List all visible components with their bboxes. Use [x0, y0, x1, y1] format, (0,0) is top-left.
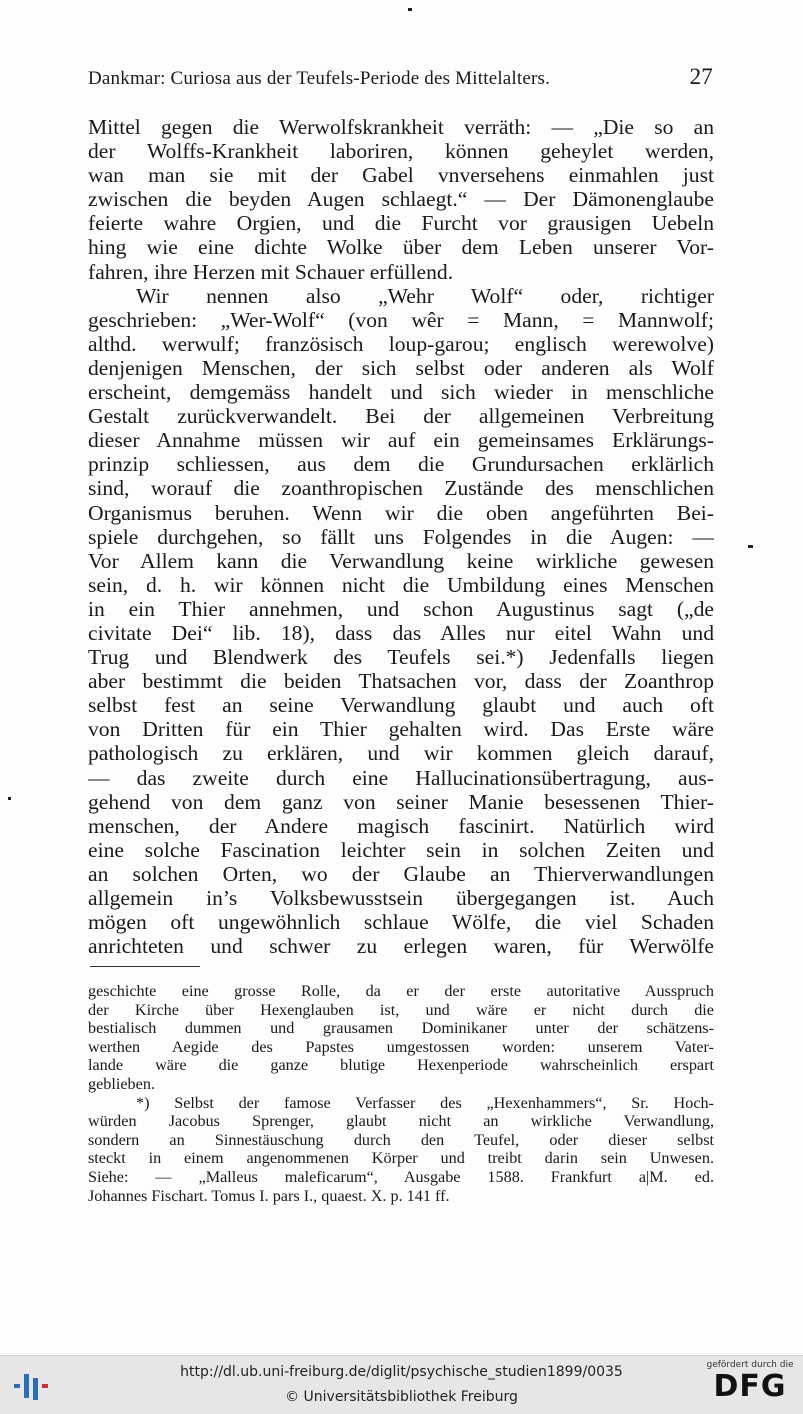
text-line: Trug und Blendwerk des Teufels sei.*) Jedenfalls liegen — [88, 645, 714, 670]
text-line: Organismus beruhen. Wenn wir die oben angeführten Bei- — [88, 500, 714, 525]
running-title: Dankmar: Curiosa aus der Teufels-Periode des Mittelalters. — [88, 68, 551, 89]
text-line: an solchen Orten, wo der Glaube an Thierverwandlungen — [88, 861, 714, 886]
dfg-wordmark: DFG — [713, 1369, 787, 1404]
footnote-line: würden Jacobus Sprenger, glaubt nicht an wirkliche Verwandlung, — [88, 1112, 714, 1131]
footnote-divider — [90, 966, 200, 967]
text-line: prinzip schliessen, aus dem die Grundursachen erklärlich — [88, 452, 714, 477]
text-line: spiele durchgehen, so fällt uns Folgendes in die Augen: — — [88, 524, 714, 549]
text-line: pathologisch zu erklären, und wir kommen gleich darauf, — [88, 741, 714, 766]
text-line: Wir nennen also „Wehr Wolf“ oder, richtiger — [136, 283, 714, 308]
text-line: in ein Thier annehmen, und schon Augustinus sagt („de — [88, 596, 714, 621]
footnote-line: lande wäre die ganze blutige Hexenperiode wahrscheinlich erspart — [88, 1056, 714, 1075]
scan-speck — [408, 8, 412, 11]
text-line: hing wie eine dichte Wolke über dem Leben unserer Vor- — [88, 235, 714, 260]
footnote-line: *) Selbst der famose Verfasser des „Hexenhammers“, Sr. Hoch- — [136, 1093, 714, 1112]
text-line: fahren, ihre Herzen mit Schauer erfüllend. — [88, 259, 454, 284]
text-line: selbst fest an seine Verwandlung glaubt und auch oft — [88, 693, 714, 718]
main-text — [88, 115, 714, 958]
text-line: von Dritten für ein Thier gehalten wird. Das Erste wäre — [88, 717, 714, 742]
text-line: — das zweite durch eine Hallucinationsübertragung, aus- — [88, 765, 714, 790]
text-line: anrichteten und schwer zu erlegen waren, für Werwölfe — [88, 934, 714, 959]
text-line: dieser Annahme müssen wir auf ein gemeinsames Erklärungs- — [88, 428, 714, 453]
copyright-text: © Universitätsbibliothek Freiburg — [285, 1389, 518, 1405]
text-line: der Wolffs-Krankheit laboriren, können geheylet werden, — [88, 139, 714, 164]
text-line: wan man sie mit der Gabel vnversehens einmahlen just — [88, 163, 714, 188]
footnote-line: werthen Aegide des Papstes umgestossen worden: unserem Vater- — [88, 1037, 714, 1056]
footnotes — [88, 982, 714, 1205]
text-line: Mittel gegen die Werwolfskrankheit verräth: — „Die so an — [88, 115, 714, 139]
text-line: geschrieben: „Wer-Wolf“ (von wêr = Mann, = Mannwolf; — [88, 307, 714, 332]
footnote-line: geblieben. — [88, 1074, 155, 1093]
scan-speck — [8, 797, 11, 800]
text-line: mögen oft ungewöhnlich schlaue Wölfe, die viel Schaden — [88, 910, 714, 935]
footnote-line: Johannes Fischart. Tomus I. pars I., quaest. X. p. 141 ff. — [88, 1186, 450, 1205]
footnote-line: der Kirche über Hexenglauben ist, und wäre er nicht durch die — [88, 1000, 714, 1019]
dfg-logo — [705, 1360, 795, 1410]
page-number: 27 — [689, 64, 713, 89]
footnote-line: sondern an Sinnestäuschung durch den Teufel, oder dieser selbst — [88, 1130, 714, 1149]
footnote-line: bestialisch dummen und grausamen Dominikaner unter der schätzens- — [88, 1019, 714, 1038]
footnote-line: geschichte eine grosse Rolle, da er der erste autoritative Ausspruch — [88, 982, 714, 1000]
text-line: zwischen die beyden Augen schlaegt.“ — Der Dämonenglaube — [88, 187, 714, 212]
text-line: denjenigen Menschen, der sich selbst oder anderen als Wolf — [88, 355, 714, 380]
page-url-link[interactable]: http://dl.ub.uni-freiburg.de/diglit/psychische_studien1899/0035 — [180, 1364, 623, 1380]
text-line: menschen, der Andere magisch fascinirt. Natürlich wird — [88, 813, 714, 838]
text-line: eine solche Fascination leichter sein in solchen Zeiten und — [88, 837, 714, 862]
scan-speck — [748, 545, 753, 548]
text-line: sein, d. h. wir können nicht die Umbildung eines Menschen — [88, 572, 714, 597]
text-line: feierte wahre Orgien, und die Furcht vor grausigen Uebeln — [88, 211, 714, 236]
text-line: Vor Allem kann die Verwandlung keine wirkliche gewesen — [88, 548, 714, 573]
text-line: Gestalt zurückverwandelt. Bei der allgemeinen Verbreitung — [88, 404, 714, 429]
text-line: aber bestimmt die beiden Thatsachen vor, dass der Zoanthrop — [88, 669, 714, 694]
dfg-caption: gefördert durch die — [706, 1360, 794, 1370]
text-line: allgemein in’s Volksbewusstsein übergegangen ist. Auch — [88, 886, 714, 910]
text-line: sind, worauf die zoanthropischen Zustände des menschlichen — [88, 476, 714, 501]
text-line: althd. werwulf; französisch loup-garou; englisch werewolve) — [88, 331, 714, 356]
text-line: civitate Dei“ lib. 18), dass das Alles nur eitel Wahn und — [88, 620, 714, 645]
footnote-line: Siehe: — „Malleus maleficarum“, Ausgabe 1588. Frankfurt a|M. ed. — [88, 1167, 714, 1186]
running-header — [88, 64, 713, 90]
text-line: erscheint, demgemäss handelt und sich wieder in menschliche — [88, 380, 714, 405]
viewer-footer — [0, 1355, 803, 1414]
text-line: gehend von dem ganz von seiner Manie besessenen Thier- — [88, 789, 714, 814]
footnote-line: steckt in einem angenommenen Körper und treibt darin sein Unwesen. — [88, 1149, 714, 1168]
